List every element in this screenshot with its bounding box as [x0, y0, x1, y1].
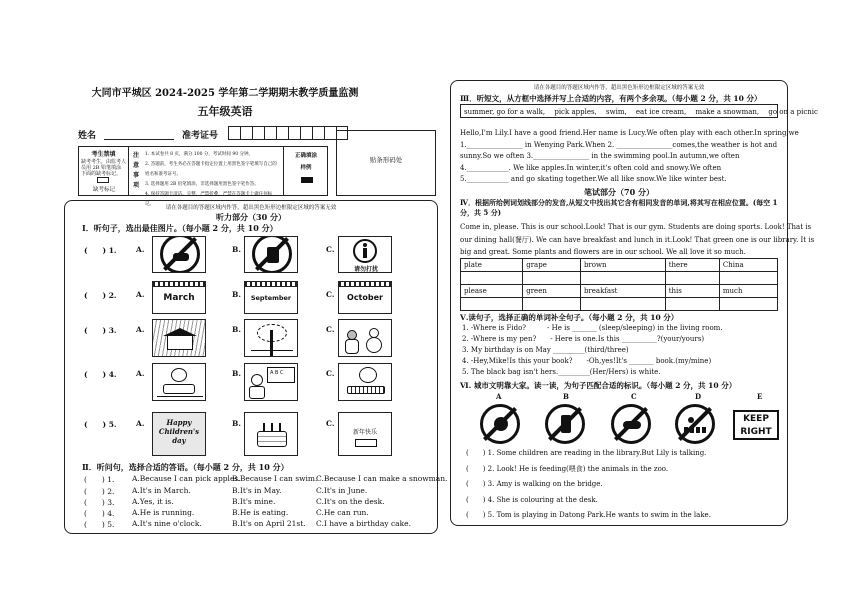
- snowman-picture: [338, 319, 392, 357]
- section-6-items: [466, 446, 711, 524]
- note-item: 3. 选择题用 2B 铅笔填涂，非选择题用黑色签字笔作答。: [145, 182, 259, 187]
- sign-letter: A: [496, 392, 502, 401]
- question-item: ( ) 3. Amy is walking on the bridge.: [466, 480, 603, 488]
- example-sub: 样例: [300, 165, 312, 171]
- section-5-items: [462, 323, 723, 378]
- question-item: 4. -Hey,Mike!Is this your book? -Oh,yes!It's _______ book.(my/mine): [462, 357, 712, 365]
- question-number: ( ) 3.: [84, 498, 115, 507]
- note-item: 1. 本试卷共 8 页，满分 100 分，考试时间 90 分钟。: [145, 152, 253, 157]
- birthday-cake-picture: [244, 412, 298, 456]
- answer-cell[interactable]: [580, 298, 665, 311]
- section-4-title: Ⅳ．根据所给例词划线部分的发音,从短文中找出其它含有相同发音的单词,将其写在相应位置。(每空 1 分，共 5 分): [460, 198, 778, 217]
- option-a-label: A.: [136, 325, 145, 334]
- example-mark: [301, 177, 313, 183]
- no-drawing-picture: [244, 236, 298, 273]
- option-c-label: C.: [326, 290, 335, 299]
- table-cell: much: [719, 285, 777, 298]
- answer-cell[interactable]: [461, 298, 523, 311]
- question-number: ( ) 4.: [84, 509, 115, 518]
- section-6-title: Ⅵ. 城市文明靠大家。读一读，为句子匹配合适的标识。（每小题 2 分，共 10 分）: [460, 381, 737, 390]
- girl-reading-picture: [152, 363, 206, 401]
- card-line: Children's: [158, 427, 200, 436]
- question-item: ( ) 1. Some children are reading in the library.But Lily is talking.: [466, 449, 707, 457]
- option-b-label: B.: [232, 325, 241, 334]
- answer-cell[interactable]: [461, 272, 523, 285]
- passage-line: 4.____________. We like apples.In winter,it's often cold and snowy.We often: [460, 163, 722, 172]
- option-b-label: B.: [232, 419, 241, 428]
- option-a-label: A.: [136, 369, 145, 378]
- calendar-september-text: September: [250, 294, 292, 302]
- no-swimming-sign-icon: [675, 404, 715, 444]
- keep-right-line: RIGHT: [740, 427, 772, 437]
- answer-option-a: A.It's in March.: [132, 486, 191, 495]
- admission-label: 准考证号: [182, 131, 219, 141]
- phonics-table: [460, 258, 778, 311]
- card-line: day: [172, 436, 186, 445]
- answer-option-b: B.He is eating.: [232, 508, 289, 517]
- table-cell: green: [523, 285, 581, 298]
- barcode-label: 贴条形码处: [369, 156, 403, 164]
- question-number: ( ) 5.: [84, 520, 115, 529]
- question-number: ( ) 1.: [84, 246, 117, 255]
- sign-letter: D: [695, 392, 702, 401]
- absent-mark-box[interactable]: [97, 177, 109, 183]
- absent-box: [79, 147, 129, 195]
- example-box: [283, 147, 328, 195]
- card-line: Happy: [166, 418, 192, 427]
- section-4-passage: [460, 221, 815, 259]
- calendar-march-text: March: [163, 293, 195, 303]
- answer-cell[interactable]: [719, 298, 777, 311]
- table-cell: brown: [580, 259, 665, 272]
- passage-line: Hello,I'm Lily.I have a good friend.Her name is Lucy.We often play with each other.In spring,we: [460, 129, 799, 137]
- new-year-card: [338, 412, 392, 456]
- sign-letter: E: [757, 392, 763, 401]
- question-item: 2. -Where is my pen? - Here is one.Is this __________?(your/yours): [462, 335, 705, 343]
- absent-mark-label: 缺考标记: [92, 187, 115, 193]
- answer-cell[interactable]: [719, 272, 777, 285]
- absent-title: 考生禁填: [91, 151, 116, 158]
- option-b-label: B.: [232, 290, 241, 299]
- question-item: ( ) 2. Look! He is feeding(喂食) the animals in the zoo.: [466, 464, 669, 473]
- quiet-sign-picture: [338, 236, 392, 273]
- question-number: ( ) 4.: [84, 370, 117, 379]
- passage-line: sunny.So we often 3.________________ in the swimming pool.In autumn,we often: [460, 152, 740, 160]
- notice-block: [78, 146, 328, 207]
- table-cell: China: [719, 259, 777, 272]
- option-c-label: C.: [326, 419, 335, 428]
- table-cell: please: [461, 285, 523, 298]
- childrens-day-card: [152, 412, 206, 456]
- no-feeding-sign-icon: [611, 404, 651, 444]
- table-cell: plate: [461, 259, 523, 272]
- answer-option-b: B.It's in May.: [232, 486, 282, 495]
- girl-at-blackboard-picture: A B C: [244, 363, 298, 401]
- answer-option-c: C.Because I can make a snowman.: [316, 474, 448, 483]
- passage-line: 1.________________ in Wenying Park.When 2. ________________comes,the weather is hot and: [460, 140, 778, 149]
- quiet-sign-text: 请勿打扰: [353, 266, 378, 273]
- barcode-area: [336, 130, 436, 196]
- option-b-label: B.: [232, 369, 241, 378]
- new-year-card-text: 新年快乐: [352, 429, 377, 436]
- option-b-label: B.: [232, 245, 241, 254]
- right-area-notice: 请在各题目的答题区域内作答，超出黑色矩形边框限定区域的答案无效: [533, 85, 705, 91]
- passage-line: Come in, please. This is our school.Look! That is our gym. Students are doing sports. Look! That is: [460, 223, 812, 231]
- listening-title: 听力部分（30 分）: [216, 212, 286, 222]
- notes-title: 注意事项: [132, 152, 139, 189]
- section-3-title: Ⅲ．听短文，从方框中选择并写上合适的内容，有两个多余项。（每小题 2 分，共 10 分）: [460, 94, 762, 103]
- answer-option-b: B.It's on April 21st.: [232, 519, 306, 528]
- absent-body: 缺考考生，由监考人员用 2B 铅笔填涂下面的缺考标记。: [81, 159, 127, 177]
- option-c-label: C.: [326, 245, 335, 254]
- example-title: 正确填涂: [294, 153, 317, 159]
- answer-option-c: C.It's in June.: [316, 486, 368, 495]
- calendar-october: [338, 281, 392, 314]
- question-number: ( ) 2.: [84, 291, 117, 300]
- note-item: 2. 答题前，考生务必在答题卡指定位置上用黑色签字笔填写自己的姓名和准考证号。: [145, 162, 277, 177]
- answer-option-a: A.He is running.: [132, 508, 195, 517]
- table-cell: this: [665, 285, 719, 298]
- option-c-label: C.: [326, 369, 335, 378]
- girl-colouring-picture: [338, 363, 392, 401]
- section-2-title: Ⅱ．听问句，选择合适的答语。（每小题 2 分，共 10 分）: [82, 462, 289, 472]
- option-c-label: C.: [326, 325, 335, 334]
- option-a-label: A.: [136, 245, 145, 254]
- question-item: ( ) 4. She is colouring at the desk.: [466, 495, 598, 504]
- question-item: 1. -Where is Fido? - He is _______ (sleep/sleeping) in the living room.: [462, 324, 723, 332]
- passage-line: our dining hall(餐厅). We can have breakfast and lunch in it.Look! That green one is our library. It is: [460, 235, 815, 244]
- question-number: ( ) 5.: [84, 420, 117, 429]
- rainy-season-picture: [152, 319, 206, 357]
- option-a-label: A.: [136, 290, 145, 299]
- left-area-notice: 请在各题目的答题区域内作答，超出黑色矩形边框限定区域的答案无效: [165, 205, 337, 211]
- admission-boxes[interactable]: [228, 126, 348, 140]
- table-cell: there: [665, 259, 719, 272]
- question-item: 3. My birthday is on May _________(third/three): [462, 346, 629, 354]
- no-drawing-sign-icon: [545, 404, 585, 444]
- answer-option-c: C.I have a birthday cake.: [316, 519, 411, 528]
- passage-line: 5.____________ and go skating together.We all like snow.We like winter best.: [460, 175, 727, 183]
- answer-cell[interactable]: [580, 272, 665, 285]
- note-item: 4. 保持答题卡清洁、完整，严禁折叠，严禁在答题卡上做任何标记。: [145, 192, 273, 207]
- table-cell: breakfast: [580, 285, 665, 298]
- no-talking-sign-icon: [480, 404, 520, 444]
- keep-right-sign: [733, 410, 779, 440]
- passage: [460, 128, 799, 186]
- question-item: 5. The black bag isn't hers._________(Her/Hers) is white.: [462, 368, 661, 376]
- answer-cell[interactable]: [665, 272, 719, 285]
- answer-option-c: C.It's on the desk.: [316, 497, 385, 506]
- answer-option-a: A.It's nine o'clock.: [132, 519, 202, 528]
- answer-cell[interactable]: [665, 298, 719, 311]
- sign-letter: C: [631, 392, 637, 401]
- answer-option-a: A.Yes, it is.: [132, 497, 174, 506]
- calendar-october-text: October: [347, 293, 383, 302]
- question-item: ( ) 5. Tom is playing in Datong Park.He wants to swim in the lake.: [466, 511, 711, 519]
- question-number: ( ) 1.: [84, 475, 115, 484]
- calendar-march: [152, 281, 206, 314]
- answer-option-a: A.Because I can pick apples.: [132, 474, 241, 483]
- name-field[interactable]: [104, 139, 174, 140]
- question-number: ( ) 2.: [84, 487, 115, 496]
- table-cell: grape: [523, 259, 581, 272]
- answer-option-c: C.He can run.: [316, 508, 369, 517]
- no-eating-picture: [152, 236, 206, 273]
- name-label: 姓名: [78, 131, 97, 141]
- answer-cell[interactable]: [523, 272, 581, 285]
- answer-cell[interactable]: [523, 298, 581, 311]
- word-box: summer, go for a walk, pick apples, swim, eat ice cream, make a snowman, go on a picnic: [460, 104, 778, 118]
- autumn-tree-picture: [244, 319, 298, 357]
- passage-line: big and great. Some plants and flowers are in our school. We all love it so much.: [460, 248, 746, 256]
- question-number: ( ) 3.: [84, 326, 117, 335]
- written-title: 笔试部分（70 分）: [584, 187, 654, 197]
- calendar-september: [244, 281, 298, 314]
- subject-title: 五年级英语: [197, 105, 253, 118]
- answer-option-b: B.It's mine.: [232, 497, 276, 506]
- option-a-label: A.: [136, 419, 145, 428]
- section-1-title: Ⅰ．听句子，选出最佳图片。（每小题 2 分，共 10 分）: [82, 223, 278, 233]
- exam-title: 大同市平城区 2024-2025 学年第二学期期末教学质量监测: [91, 88, 359, 99]
- section-5-title: Ⅴ.读句子，选择正确的单词补全句子。（每小题 2 分，共 10 分）: [460, 313, 679, 322]
- sign-letter: B: [563, 392, 569, 401]
- answer-option-b: B.Because I can swim.: [232, 474, 318, 483]
- keep-right-line: KEEP: [743, 414, 769, 424]
